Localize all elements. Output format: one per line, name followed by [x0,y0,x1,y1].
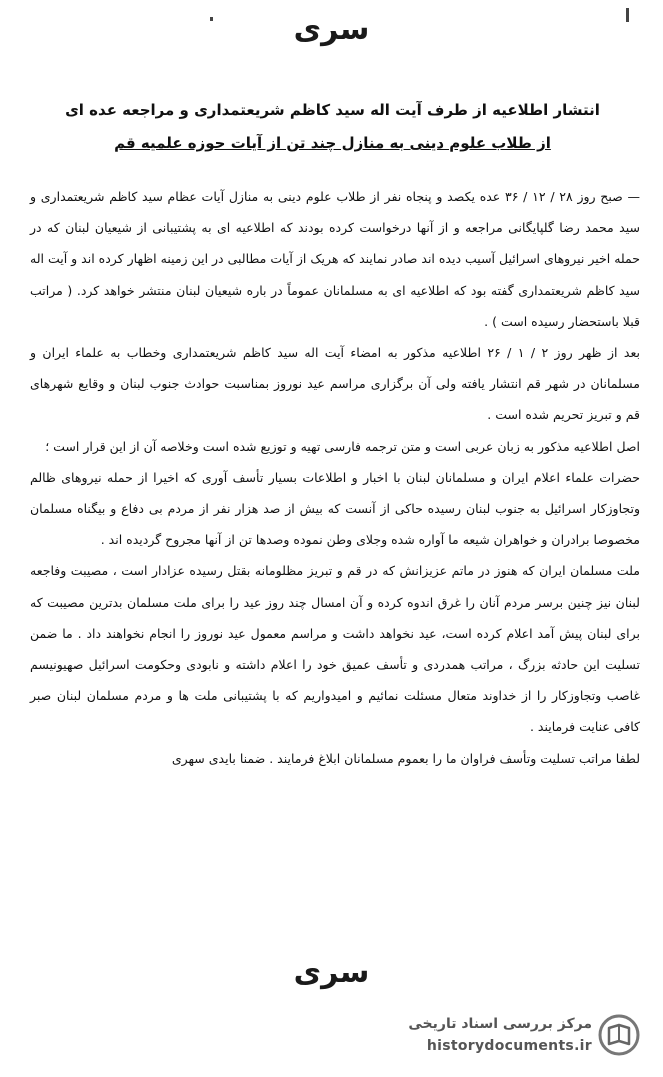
watermark-title: مرکز بررسی اسناد تاریخی [408,1016,592,1032]
document-title-line-1: انتشار اطلاعیه از طرف آیت اله سید کاظم شریعتمداری و مراجعه عده ای [65,101,600,119]
body-paragraph: ملت مسلمان ایران که هنوز در ماتم عزیزانش که در قم و تبریز مظلومانه بقتل رسیده عزادار است ، مصیبت وفاجعه لبنان نیز چنین برسر مردم آنان را غرق اندوه کرده و آن امسال چند روز عید را برای ملت مسلمان بدترین مصیبت که برای لبنان پیش آمد اعلام کرده است، عید نخواهد داشت و مراسم معمول عید نوروز را انجام نخواهند داد . ما ضمن تسلیت این حادثه بزرگ ، مراتب همدردی و تأسف عمیق خود را اعلام داشته و نابودی وحکومت اسرائیل صهیونیسم غاصب وتجاوزکار را از خداوند متعال مسئلت نمائیم و امیدواریم که با پشتیبانی ملت ها و مردم مسلمان لبنان صبر کافی عنایت فرمایند . [30,563,640,735]
body-paragraph: اصل اطلاعیه مذکور به زبان عربی است و متن ترجمه فارسی تهیه و توزیع شده است وخلاصه آن از این قرار است ؛ [45,438,640,454]
book-icon [598,1014,640,1056]
body-paragraph: — صبح روز ۲۸ / ۱۲ / ۳۶ عده یکصد و پنجاه نفر از طلاب علوم دینی به منازل آیات عظام سید کاظم شریعتمداری و سید محمد رضا گلپایگانی مراجعه و از آنها درخواست کرده بودند که اطلاعیه ای به پشتیبانی از شیعیان لبنان که در حمله اخیر نیروهای اسرائیل آسیب دیده اند صادر نمایند که هریک از آیات مطالبی در این زمینه اظهار کرده اند و آیت اله سید کاظم شریعتمداری گفته بود که اطلاعیه ای به مسلمانان عموماً در باره شیعیان لبنان منتشر خواهد کرد. ( مراتب قبلا باستحضار رسیده است ) . [30,189,640,329]
body-paragraph: لطفا مراتب تسلیت وتأسف فراوان ما را بعموم مسلمانان ابلاغ فرمایند . ضمنا بایدی سهری [171,750,640,766]
watermark-url: historydocuments.ir [426,1038,592,1054]
archive-watermark [380,1010,650,1070]
document-body [30,181,640,774]
document-title-line-2: از طلاب علوم دینی به منازل چند تن از آیات حوزه علمیه قم [114,134,551,152]
classification-stamp-top: سری [293,12,370,47]
body-paragraph: بعد از ظهر روز ۲ / ۱ / ۲۶ اطلاعیه مذکور به امضاء آیت اله سید کاظم شریعتمداری وخطاب به علماء ایران و مسلمانان در شهر قم انتشار یافته ولی آن برگزاری مراسم عید نوروز بمناسبت حوادث جنوب لبنان و وقایع شهرهای قم و تبریز تحریم شده است . [30,345,640,423]
body-paragraph: حضرات علماء اعلام ایران و مسلمانان لبنان با اخبار و اطلاعات بسیار تأسف آوری که اخیرا از حمله نیروهای ظالم وتجاوزکار اسرائیل به جنوب لبنان رسیده حاکی از آنست که بیش از صد هزار نفر از مردم بی دفاع و بیگناه مسلمان مخصوصا برادران و خواهران شیعه ما آواره شده وجلای وطن نموده وصدها تن از آنها مجروح گردیده اند . [30,469,640,548]
classification-stamp-bottom: سری [293,955,370,990]
